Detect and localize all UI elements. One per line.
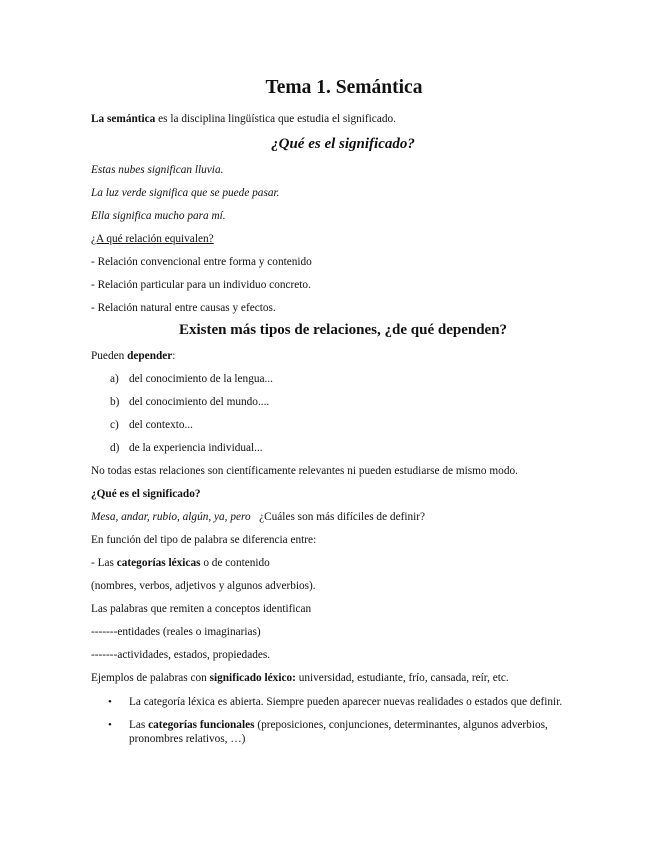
example-line: La luz verde significa que se puede pasar. xyxy=(91,187,280,199)
entities-line: -------entidades (reales o imaginarias) xyxy=(91,626,261,638)
list-item xyxy=(91,372,591,386)
examples-lexical-line xyxy=(91,671,591,685)
intro-text: es la disciplina lingüística que estudia el significado. xyxy=(155,113,396,125)
list-label: a) xyxy=(110,373,119,385)
example-line: Ella significa mucho para mí. xyxy=(91,210,226,222)
function-line: En función del tipo de palabra se diferencia entre: xyxy=(91,534,317,546)
relation-line: - Relación natural entre causas y efectos. xyxy=(91,302,276,314)
bullet-list xyxy=(91,695,591,746)
lexical-pre: - Las xyxy=(91,557,117,569)
depend-bold: depender xyxy=(127,350,173,362)
depend-line xyxy=(91,349,591,363)
examples-lex-pre: Ejemplos de palabras con xyxy=(91,672,210,684)
activities-line: -------actividades, estados, propiedades. xyxy=(91,649,271,661)
examples-lex-post: universidad, estudiante, frío, cansada, reír, etc. xyxy=(295,672,509,684)
examples-lex-bold: significado léxico: xyxy=(209,672,296,684)
bullet-item xyxy=(91,718,591,746)
lexical-post: o de contenido xyxy=(200,557,270,569)
relation-line: - Relación convencional entre forma y contenido xyxy=(91,256,312,268)
lexical-detail: (nombres, verbos, adjetivos y algunos adverbios). xyxy=(91,580,316,592)
bullet-text-pre: Las xyxy=(129,719,149,731)
words-line xyxy=(91,510,591,524)
list-item xyxy=(91,395,591,409)
subheading-significado: ¿Qué es el significado? xyxy=(91,488,201,500)
heading-significado: ¿Qué es el significado? xyxy=(271,136,415,152)
list-label: d) xyxy=(110,442,120,454)
lexical-bold: categorías léxicas xyxy=(116,557,201,569)
list-text: del conocimiento de la lengua... xyxy=(129,373,273,385)
example-line: Estas nubes significan lluvia. xyxy=(91,164,224,176)
intro-paragraph xyxy=(91,112,591,126)
bullet-icon: • xyxy=(108,696,112,708)
list-label: c) xyxy=(110,419,119,431)
depend-pre: Pueden xyxy=(91,350,128,362)
list-text: de la experiencia individual... xyxy=(129,442,263,454)
not-all-paragraph: No todas estas relaciones son científicamente relevantes ni pueden estudiarse de mismo modo. xyxy=(91,465,518,477)
words-question: ¿Cuáles son más difíciles de definir? xyxy=(250,511,426,523)
concepts-line: Las palabras que remiten a conceptos identifican xyxy=(91,603,312,615)
words-italic: Mesa, andar, rubio, algún, ya, pero xyxy=(91,511,251,523)
bullet-text-post: (preposiciones, conjunciones, determinantes, algunos adverbios, pronombres relativos, …) xyxy=(129,719,548,745)
bullet-text: La categoría léxica es abierta. Siempre pueden aparecer nuevas realidades o estados que definir. xyxy=(129,696,563,708)
list-text: del conocimiento del mundo.... xyxy=(129,396,270,408)
relation-question: ¿A qué relación equivalen? xyxy=(91,233,214,245)
bullet-item xyxy=(91,695,591,709)
intro-term: La semántica xyxy=(91,113,156,125)
list-label: b) xyxy=(110,396,120,408)
heading-relaciones: Existen más tipos de relaciones, ¿de qué dependen? xyxy=(178,322,508,338)
relation-line: - Relación particular para un individuo concreto. xyxy=(91,279,311,291)
bullet-text-bold: categorías funcionales xyxy=(148,719,255,731)
page-title: Tema 1. Semántica xyxy=(265,77,423,98)
depend-list xyxy=(91,372,591,455)
list-text: del contexto... xyxy=(129,419,193,431)
list-item xyxy=(91,418,591,432)
list-item xyxy=(91,441,591,455)
lexical-line xyxy=(91,556,591,570)
depend-post: : xyxy=(172,350,176,362)
bullet-icon: • xyxy=(108,719,112,731)
